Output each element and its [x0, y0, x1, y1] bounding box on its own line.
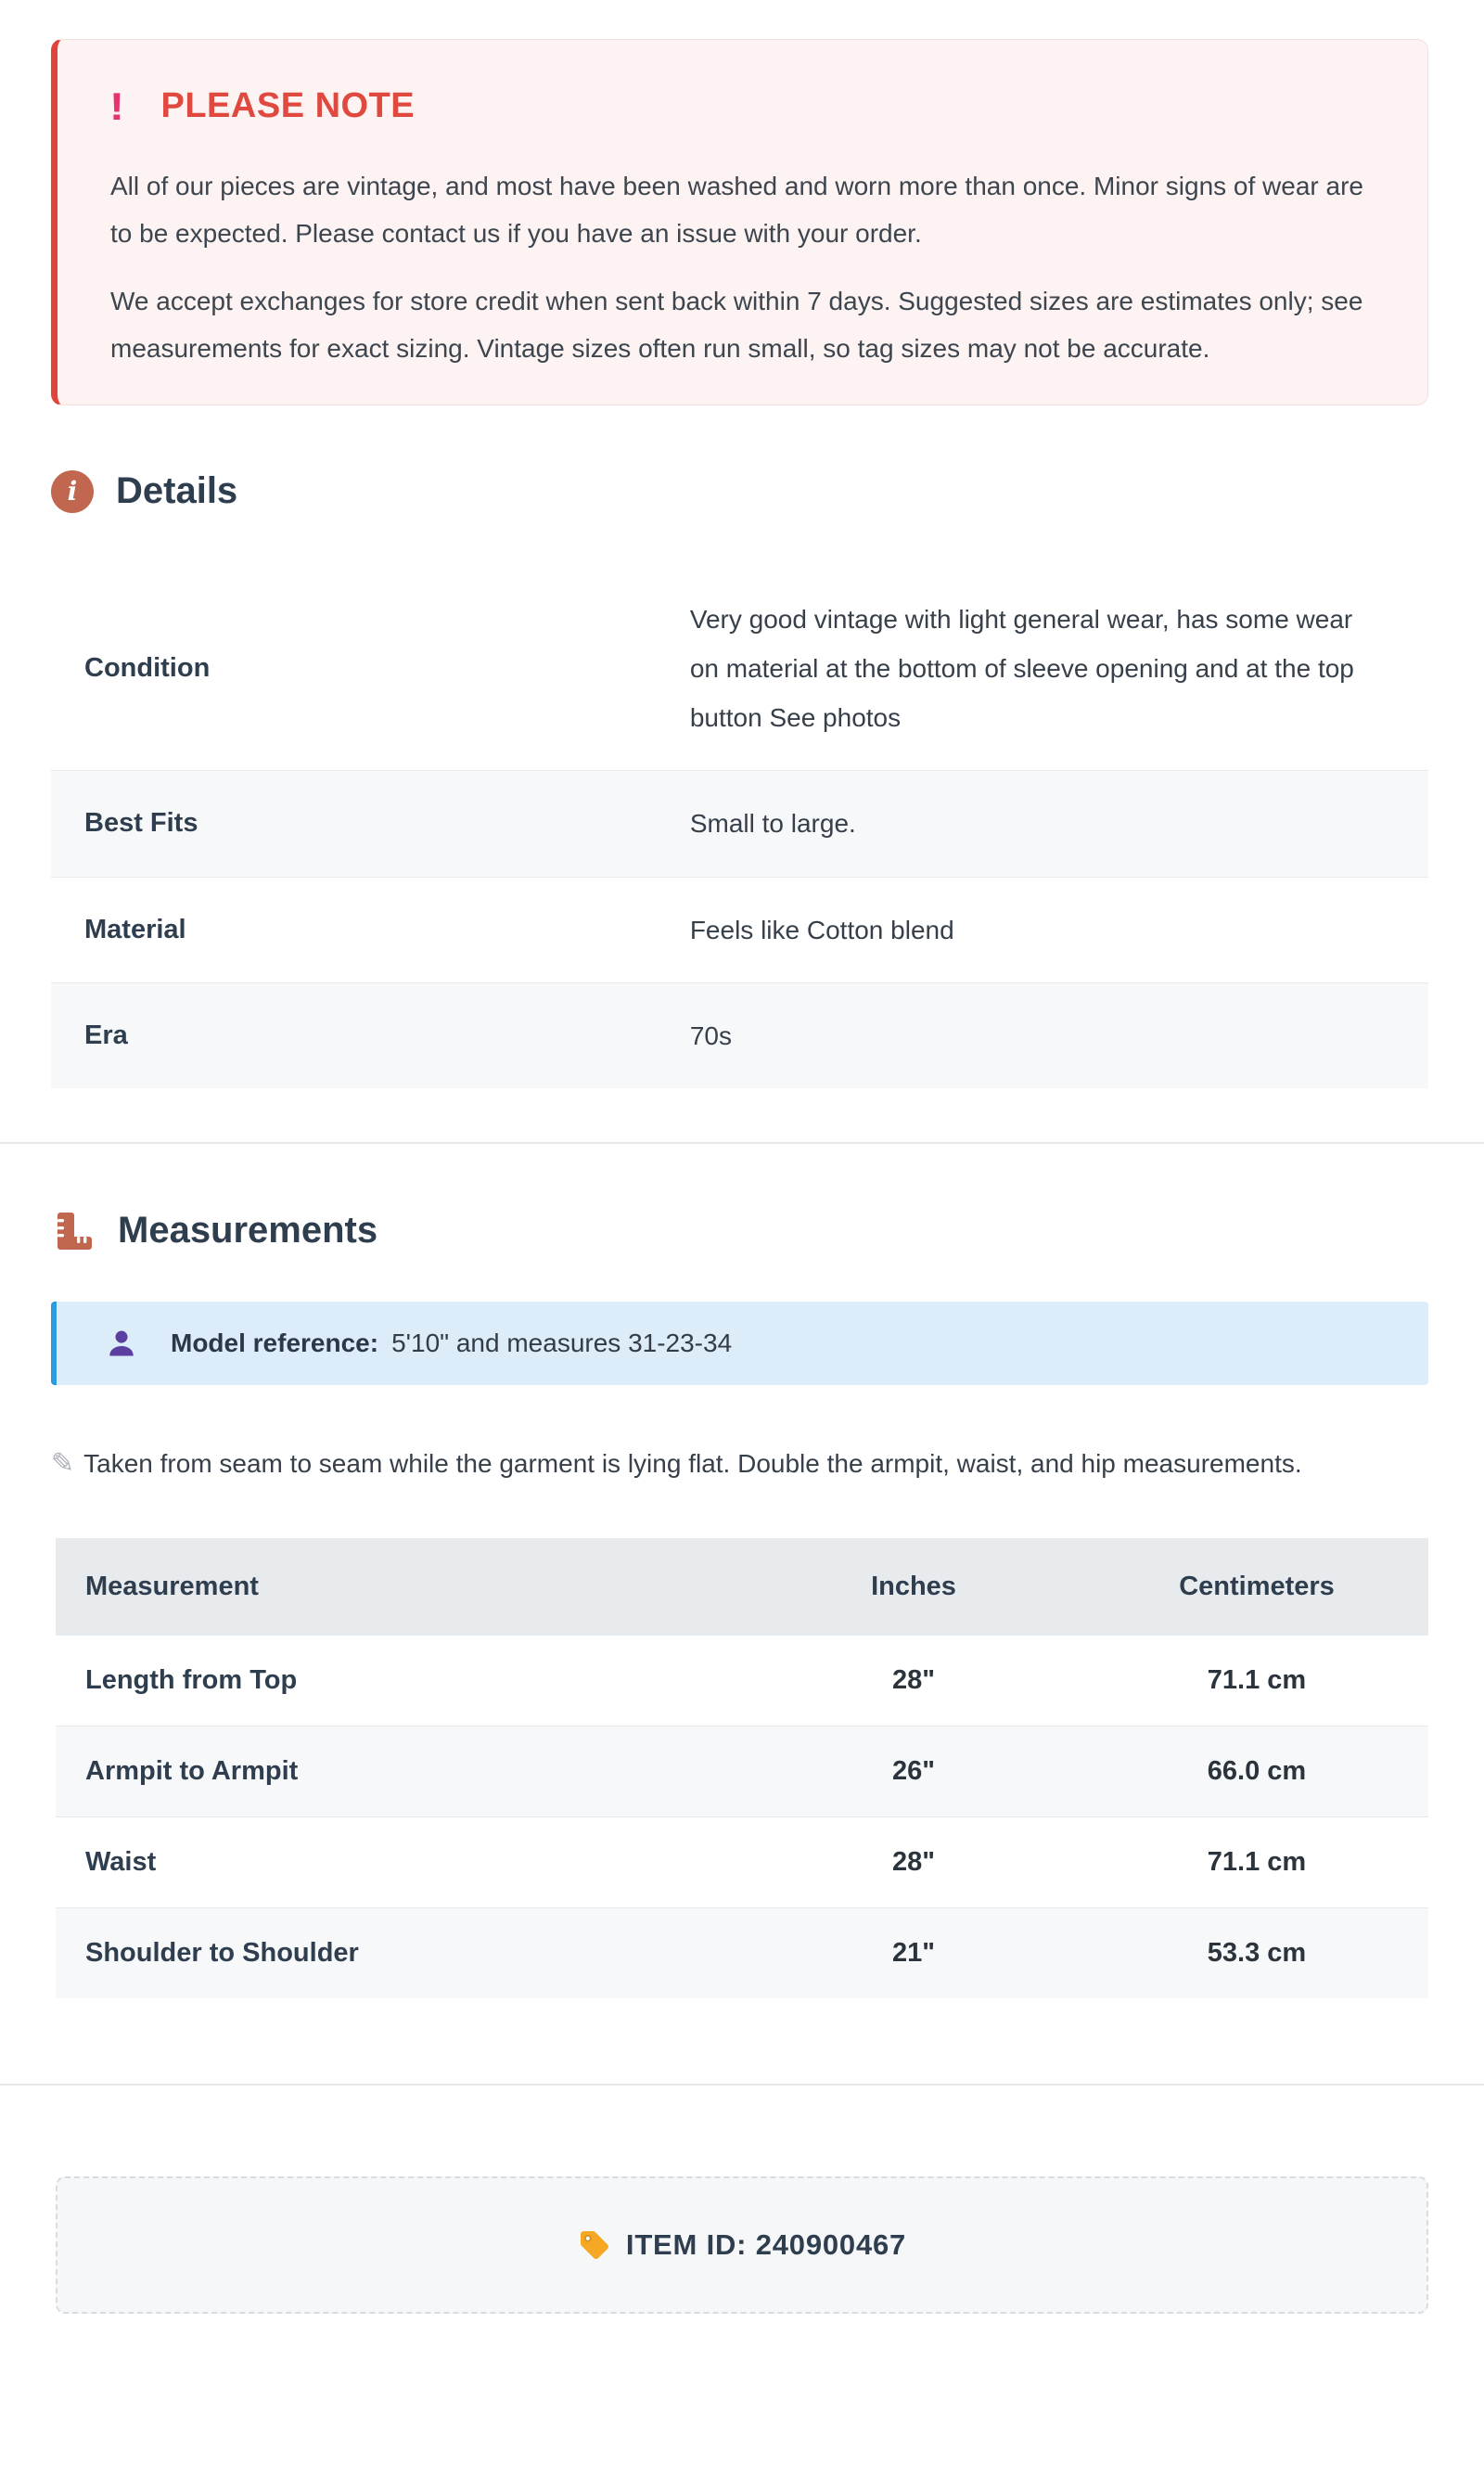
please-note-alert [51, 39, 1428, 405]
detail-value: 70s [689, 1020, 732, 1050]
measurement-cm: 66.0 cm [1207, 1755, 1307, 1786]
measurements-header-row [56, 1538, 1428, 1636]
table-row [51, 770, 1428, 876]
measurement-name: Shoulder to Shoulder [85, 1937, 359, 1968]
measurement-inches: 21" [891, 1937, 935, 1968]
measurement-inches: 28" [891, 1846, 935, 1877]
model-reference-text [171, 1328, 732, 1358]
detail-label: Best Fits [84, 808, 198, 839]
measuring-note-text: Taken from seam to seam while the garment is lying flat. Double the armpit, waist, and hip measurements. [83, 1448, 1302, 1478]
table-row [56, 1636, 1428, 1726]
please-note-body [110, 163, 1372, 373]
item-id-text: ITEM ID: 240900467 [625, 2227, 907, 2261]
measurements-title: Measurements [118, 1210, 378, 1251]
details-table [51, 567, 1428, 1088]
detail-label: Era [84, 1020, 128, 1050]
item-id-box [56, 2176, 1428, 2314]
detail-label: Condition [84, 653, 211, 684]
measuring-note [51, 1437, 1428, 1490]
table-row [56, 1726, 1428, 1816]
measurement-cm: 71.1 cm [1207, 1846, 1307, 1877]
column-header-centimeters: Centimeters [1085, 1538, 1428, 1636]
measurement-cm: 71.1 cm [1207, 1664, 1307, 1695]
ruler-icon [51, 1209, 96, 1253]
detail-value: Feels like Cotton blend [689, 915, 954, 944]
section-divider [0, 2084, 1484, 2086]
table-row [56, 1907, 1428, 1998]
please-note-title: PLEASE NOTE [160, 86, 416, 125]
measurements-table [56, 1538, 1428, 1998]
pencil-icon: ✎ [51, 1447, 75, 1479]
model-reference-label: Model reference: [171, 1328, 379, 1357]
column-header-measurement: Measurement [56, 1538, 742, 1636]
detail-value: Very good vintage with light general wear, has some wear on material at the bottom of sleeve opening and at the top button See photos [689, 604, 1354, 733]
please-note-heading [109, 83, 1372, 128]
notice-paragraph: We accept exchanges for store credit when sent back within 7 days. Suggested sizes are estimates only; see measurements for exact sizing. Vintage sizes often run small, so tag sizes may not be accurate. [110, 286, 1363, 363]
column-header-inches: Inches [742, 1538, 1085, 1636]
measurement-inches: 28" [891, 1664, 935, 1695]
measurement-name: Armpit to Armpit [85, 1755, 299, 1786]
model-reference-value: 5'10" and measures 31-23-34 [391, 1328, 733, 1357]
detail-label: Material [84, 914, 186, 944]
table-row [51, 982, 1428, 1088]
measurement-name: Length from Top [85, 1664, 298, 1695]
details-title: Details [116, 470, 238, 512]
table-row [56, 1816, 1428, 1907]
person-icon [106, 1328, 137, 1359]
tag-icon [578, 2228, 611, 2262]
details-section-heading [51, 470, 1428, 513]
table-row [51, 567, 1428, 771]
measurement-inches: 26" [891, 1755, 935, 1786]
measurements-section-heading [51, 1209, 1428, 1253]
table-row [51, 877, 1428, 982]
detail-value: Small to large. [689, 809, 856, 839]
info-icon: i [51, 470, 94, 513]
exclamation-icon: ! [109, 83, 125, 128]
notice-paragraph: All of our pieces are vintage, and most have been washed and worn more than once. Minor signs of wear are to be expected. Please contact us if you have an issue with your order. [110, 172, 1363, 248]
measurement-cm: 53.3 cm [1207, 1937, 1307, 1968]
section-divider [0, 1142, 1484, 1144]
model-reference-callout [51, 1302, 1428, 1385]
measurement-name: Waist [85, 1846, 157, 1877]
